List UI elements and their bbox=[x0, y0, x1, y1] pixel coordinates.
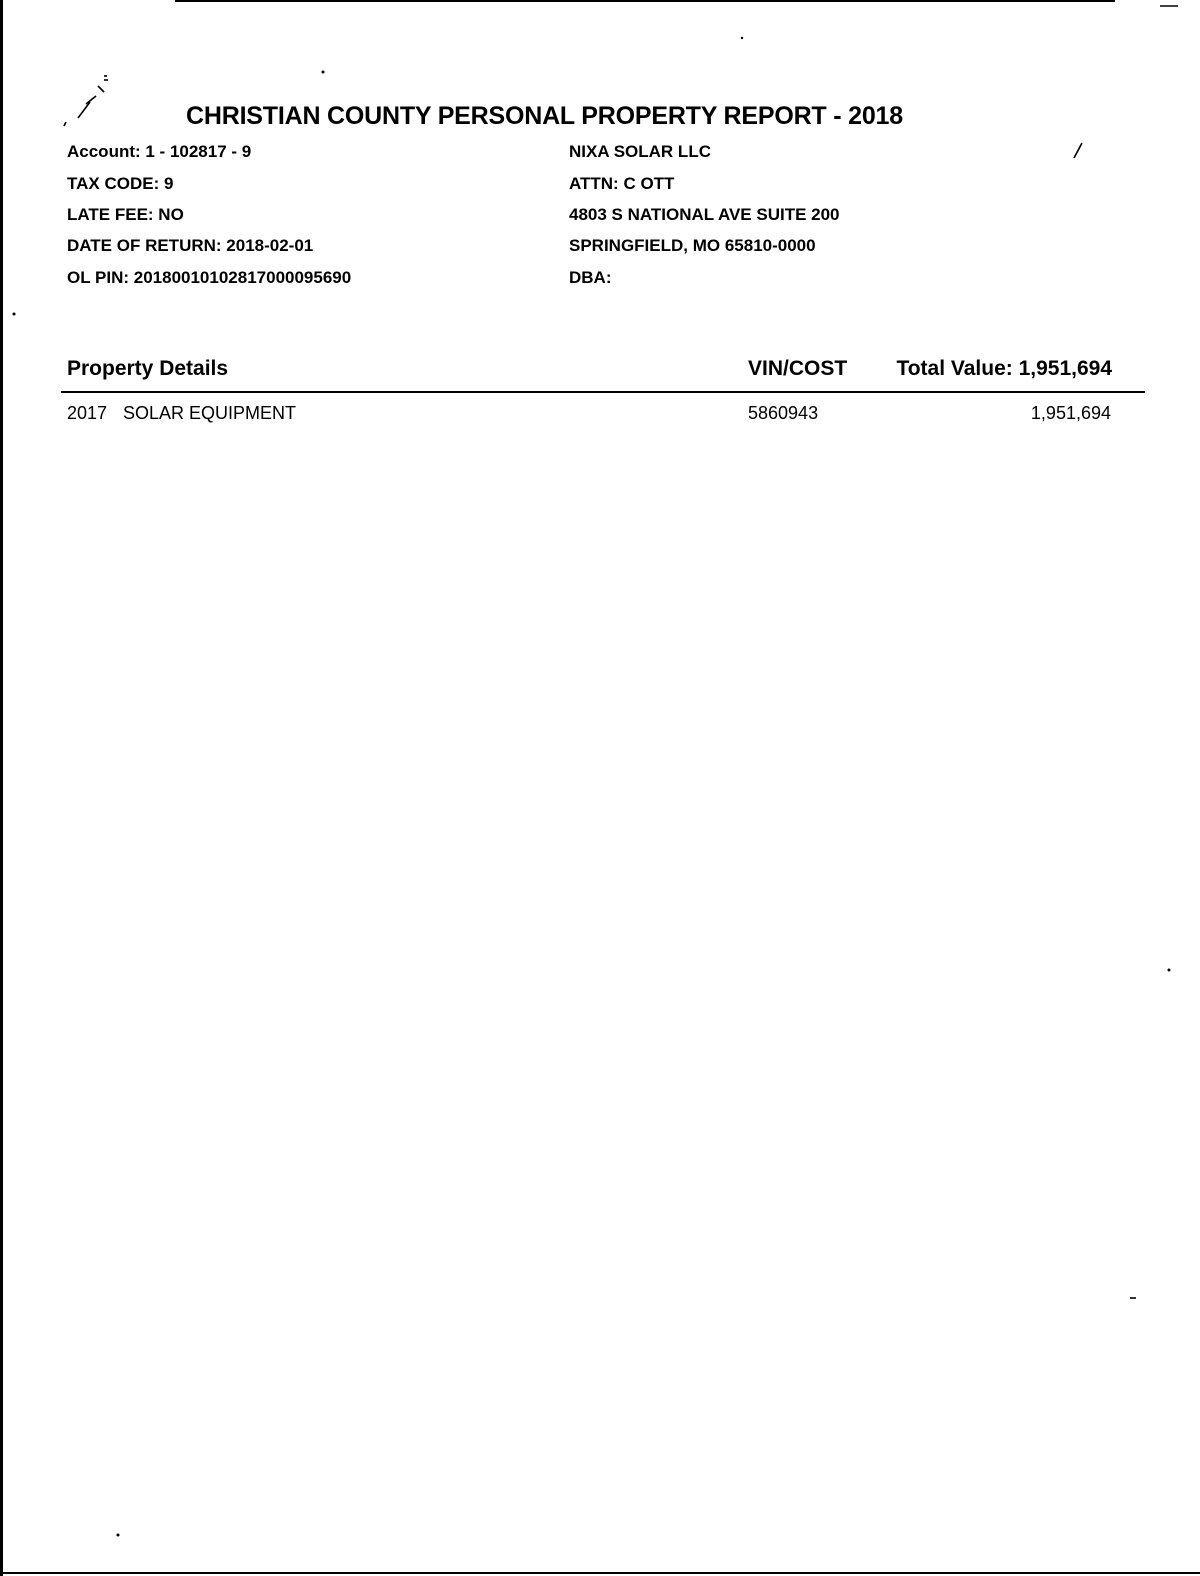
address-line-2: SPRINGFIELD, MO 65810-0000 bbox=[569, 236, 816, 255]
row-description: SOLAR EQUIPMENT bbox=[123, 403, 297, 423]
ol-pin: OL PIN: 20180010102817000095690 bbox=[67, 268, 352, 287]
header-property-details: Property Details bbox=[67, 357, 229, 380]
date-of-return: DATE OF RETURN: 2018-02-01 bbox=[67, 236, 314, 255]
row-year: 2017 bbox=[67, 403, 108, 423]
header-divider bbox=[61, 391, 1145, 393]
dba-line: DBA: bbox=[569, 268, 612, 287]
row-value: 1,951,694 bbox=[1030, 403, 1111, 423]
account-number: Account: 1 - 102817 - 9 bbox=[67, 142, 252, 161]
tax-code: TAX CODE: 9 bbox=[67, 174, 174, 193]
address-line-1: 4803 S NATIONAL AVE SUITE 200 bbox=[569, 205, 840, 224]
attn-line: ATTN: C OTT bbox=[569, 174, 675, 193]
header-vin-cost: VIN/COST bbox=[748, 357, 848, 380]
owner-name: NIXA SOLAR LLC bbox=[569, 142, 711, 161]
late-fee: LATE FEE: NO bbox=[67, 205, 184, 224]
report-title: CHRISTIAN COUNTY PERSONAL PROPERTY REPORT - 2018 bbox=[186, 102, 903, 130]
row-vin-cost: 5860943 bbox=[748, 403, 819, 423]
header-total-value: Total Value: 1,951,694 bbox=[896, 357, 1112, 380]
